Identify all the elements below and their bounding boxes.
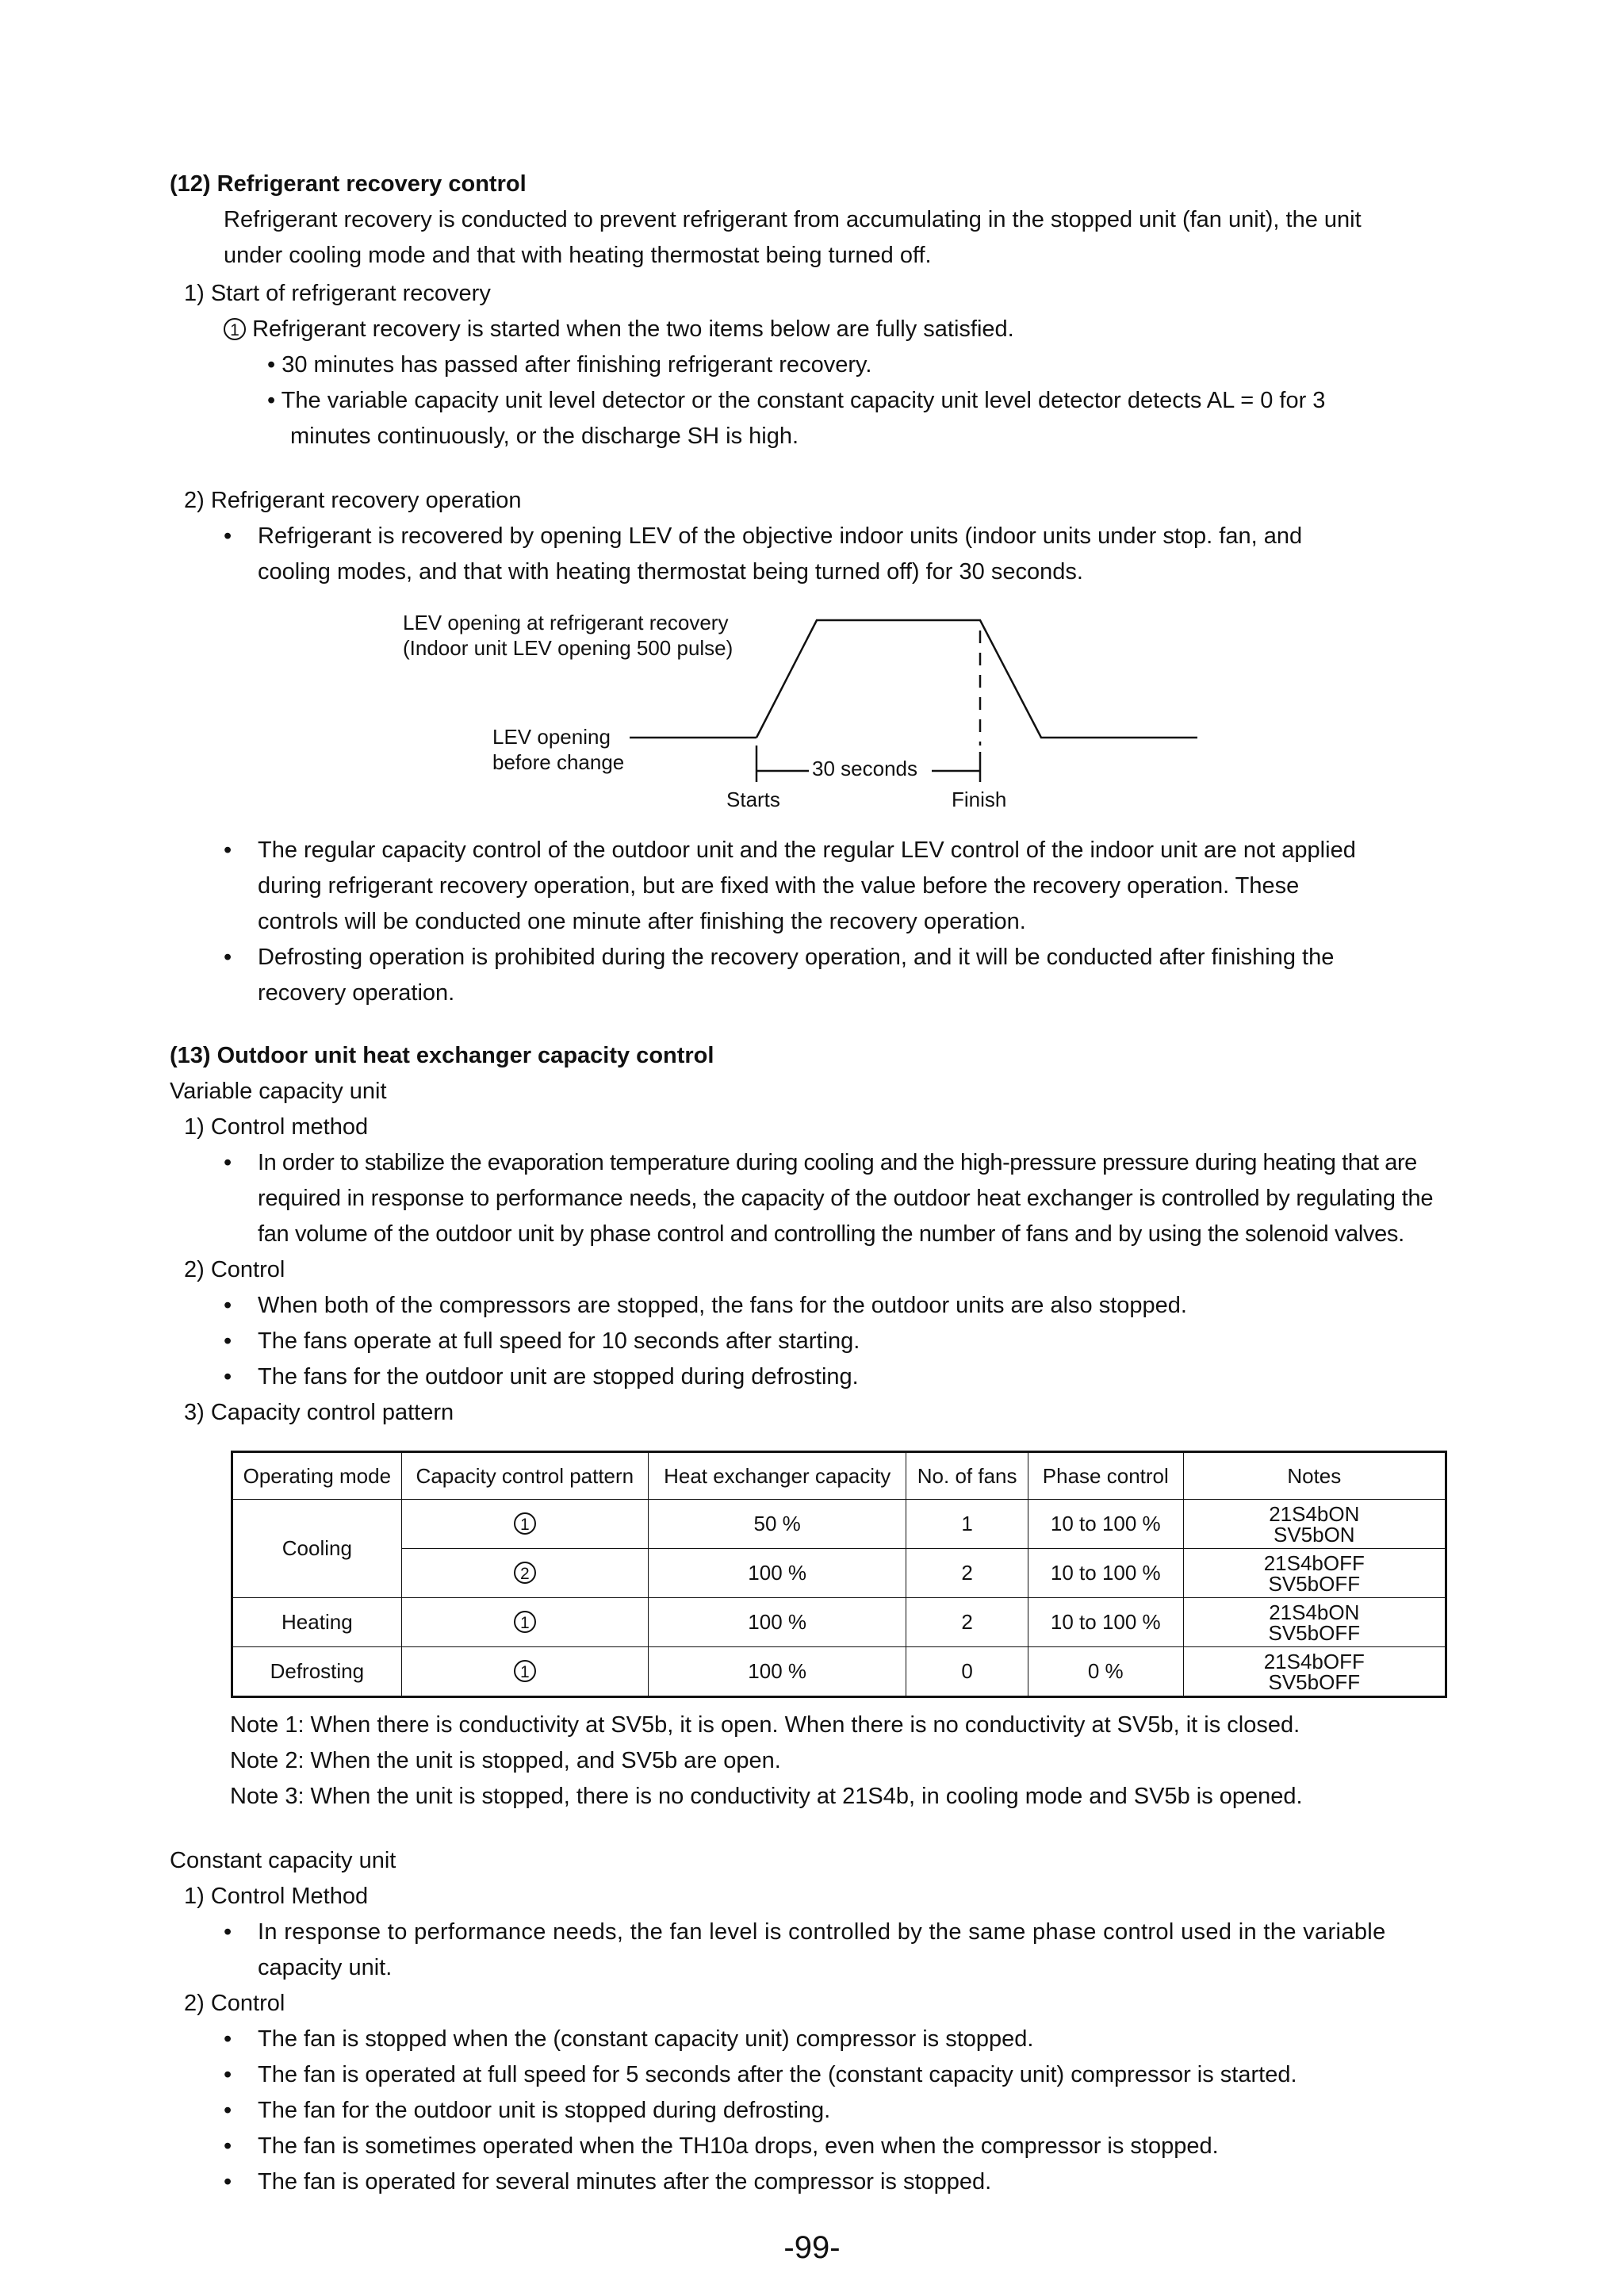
note-defrost-line-2: recovery operation.: [258, 980, 455, 1006]
bullet: •: [224, 2026, 232, 2052]
recovery-operation-line-1: Refrigerant is recovered by opening LEV of the objective indoor units (indoor units under stop. fan, and: [258, 523, 1303, 549]
table-header-cell: Operating mode: [232, 1452, 402, 1500]
pattern-cell: [401, 1647, 648, 1697]
capacity-cell: 50 %: [649, 1500, 906, 1549]
table-header-cell: Heat exchanger capacity: [649, 1452, 906, 1500]
constant-control-item-4: The fan is sometimes operated when the TH10a drops, even when the compressor is stopped.: [258, 2133, 1219, 2159]
bullet: •: [224, 2098, 232, 2123]
constant-control-item-2: The fan is operated at full speed for 5 seconds after the (constant capacity unit) compressor is started.: [258, 2062, 1297, 2087]
note-regular-control-line-1: The regular capacity control of the outdoor unit and the regular LEV control of the indoor unit are not applied: [258, 838, 1356, 863]
table-row: [232, 1647, 1446, 1697]
mode-cell: Heating: [232, 1598, 402, 1647]
note-line: SV5bOFF: [1268, 1620, 1361, 1645]
note-defrost-line-1: Defrosting operation is prohibited during the recovery operation, and it will be conducted after finishing the: [258, 945, 1335, 970]
fans-cell: 0: [906, 1647, 1028, 1697]
note-line: SV5bON: [1273, 1522, 1355, 1547]
capacity-cell: 100 %: [649, 1549, 906, 1598]
note-line: 21S4bOFF: [1263, 1649, 1365, 1673]
phase-cell: 10 to 100 %: [1028, 1549, 1183, 1598]
bullet: •: [224, 1293, 232, 1318]
circled-number: 1: [514, 1660, 536, 1682]
notes-cell: [1183, 1598, 1446, 1647]
table-header-cell: Notes: [1183, 1452, 1446, 1500]
condition-item-2-line-2: minutes continuously, or the discharge SH is high.: [290, 424, 799, 449]
duration-label: 30 seconds: [812, 757, 917, 780]
bullet: •: [224, 1328, 232, 1354]
step-recovery-operation: 2) Refrigerant recovery operation: [184, 488, 522, 513]
table-header-cell: Phase control: [1028, 1452, 1183, 1500]
note-line: SV5bOFF: [1268, 1571, 1361, 1596]
note-regular-control-line-2: during refrigerant recovery operation, but are fixed with the value before the recovery operation. These: [258, 873, 1300, 899]
lev-label-before-line-1: LEV opening: [492, 725, 611, 749]
section-12-intro-line-1: Refrigerant recovery is conducted to prevent refrigerant from accumulating in the stopped unit (fan unit), the unit: [224, 207, 1362, 232]
variable-step-control-method: 1) Control method: [184, 1114, 369, 1140]
variable-method-line-2: required in response to performance needs, the capacity of the outdoor heat exchanger is controlled by regulating the: [258, 1186, 1434, 1211]
step-start-of-recovery: 1) Start of refrigerant recovery: [184, 281, 491, 306]
fans-cell: 2: [906, 1549, 1028, 1598]
lev-opening-curve: [756, 620, 1197, 738]
condition-item-1: • 30 minutes has passed after finishing refrigerant recovery.: [267, 352, 872, 378]
table-note-2: Note 2: When the unit is stopped, and SV5b are open.: [230, 1748, 781, 1773]
lev-label-before-line-2: before change: [492, 750, 625, 774]
note-line: 21S4bON: [1269, 1600, 1360, 1624]
bullet: •: [224, 523, 232, 549]
constant-capacity-unit-title: Constant capacity unit: [170, 1848, 396, 1873]
table-header-row: [232, 1452, 1446, 1500]
circled-number: 2: [514, 1562, 536, 1584]
table-header-cell: Capacity control pattern: [401, 1452, 648, 1500]
phase-cell: 0 %: [1028, 1647, 1183, 1697]
mode-cell: Defrosting: [232, 1647, 402, 1697]
table-row: [232, 1500, 1446, 1549]
pattern-cell: [401, 1598, 648, 1647]
constant-method-line-1: In response to performance needs, the fan level is controlled by the same phase control used in the variable: [258, 1919, 1386, 1945]
capacity-control-table: [231, 1451, 1447, 1698]
bullet: •: [224, 1150, 232, 1175]
table-header-cell: No. of fans: [906, 1452, 1028, 1500]
notes-cell: [1183, 1647, 1446, 1697]
bullet: •: [224, 2062, 232, 2087]
section-12-intro-line-2: under cooling mode and that with heating thermostat being turned off.: [224, 243, 932, 268]
recovery-start-condition-text: Refrigerant recovery is started when the two items below are fully satisfied.: [252, 316, 1014, 342]
constant-control-item-1: The fan is stopped when the (constant capacity unit) compressor is stopped.: [258, 2026, 1034, 2052]
table-note-1: Note 1: When there is conductivity at SV5b, it is open. When there is no conductivity at SV5b, it is closed.: [230, 1712, 1300, 1738]
constant-control-item-5: The fan is operated for several minutes after the compressor is stopped.: [258, 2169, 992, 2194]
notes-cell: [1183, 1549, 1446, 1598]
constant-method-line-2: capacity unit.: [258, 1955, 393, 1980]
section-12-heading: (12) Refrigerant recovery control: [170, 171, 527, 197]
recovery-operation-line-2: cooling modes, and that with heating thermostat being turned off) for 30 seconds.: [258, 559, 1083, 585]
lev-label-top-line-2: (Indoor unit LEV opening 500 pulse): [403, 636, 733, 660]
circled-number: 1: [514, 1512, 536, 1535]
lev-label-top-line-1: LEV opening at refrigerant recovery: [403, 611, 729, 634]
capacity-cell: 100 %: [649, 1598, 906, 1647]
variable-control-item-3: The fans for the outdoor unit are stopped during defrosting.: [258, 1364, 859, 1389]
fans-cell: 2: [906, 1598, 1028, 1647]
mode-cell: Cooling: [232, 1500, 402, 1598]
table-note-3: Note 3: When the unit is stopped, there is no conductivity at 21S4b, in cooling mode and SV5b is opened.: [230, 1784, 1303, 1809]
bullet: •: [224, 1919, 232, 1945]
section-13-heading: (13) Outdoor unit heat exchanger capacity control: [170, 1043, 714, 1068]
table-row: [232, 1549, 1446, 1598]
variable-control-item-2: The fans operate at full speed for 10 seconds after starting.: [258, 1328, 860, 1354]
constant-control-item-3: The fan for the outdoor unit is stopped during defrosting.: [258, 2098, 831, 2123]
notes-cell: [1183, 1500, 1446, 1549]
note-line: 21S4bON: [1269, 1501, 1360, 1526]
pattern-cell: [401, 1549, 648, 1598]
note-line: SV5bOFF: [1268, 1669, 1361, 1694]
variable-method-line-3: fan volume of the outdoor unit by phase control and controlling the number of fans and by using the solenoid valves.: [258, 1221, 1404, 1247]
circled-number: 1: [514, 1611, 536, 1633]
finish-label: Finish: [952, 788, 1007, 811]
phase-cell: 10 to 100 %: [1028, 1598, 1183, 1647]
phase-cell: 10 to 100 %: [1028, 1500, 1183, 1549]
variable-control-item-1: When both of the compressors are stopped, the fans for the outdoor units are also stopped.: [258, 1293, 1187, 1318]
note-line: 21S4bOFF: [1263, 1550, 1365, 1575]
variable-step-control: 2) Control: [184, 1257, 285, 1282]
variable-step-capacity-pattern: 3) Capacity control pattern: [184, 1400, 454, 1425]
start-label: Starts: [726, 788, 780, 811]
bullet: •: [224, 838, 232, 863]
pattern-cell: [401, 1500, 648, 1549]
circled-number-1: 1: [224, 318, 246, 340]
condition-item-2-line-1: • The variable capacity unit level detector or the constant capacity unit level detector detects AL = 0 for 3: [267, 388, 1326, 413]
bullet: •: [224, 1364, 232, 1389]
constant-step-control-method: 1) Control Method: [184, 1884, 369, 1909]
bullet: •: [224, 2133, 232, 2159]
capacity-cell: 100 %: [649, 1647, 906, 1697]
bullet: •: [224, 945, 232, 970]
page-number: -99-: [783, 2230, 841, 2265]
variable-capacity-unit-title: Variable capacity unit: [170, 1079, 387, 1104]
variable-method-line-1: In order to stabilize the evaporation temperature during cooling and the high-pressure pressure during heating that are: [258, 1150, 1417, 1175]
table-row: [232, 1598, 1446, 1647]
fans-cell: 1: [906, 1500, 1028, 1549]
note-regular-control-line-3: controls will be conducted one minute after finishing the recovery operation.: [258, 909, 1026, 934]
constant-step-control: 2) Control: [184, 1991, 285, 2016]
bullet: •: [224, 2169, 232, 2194]
